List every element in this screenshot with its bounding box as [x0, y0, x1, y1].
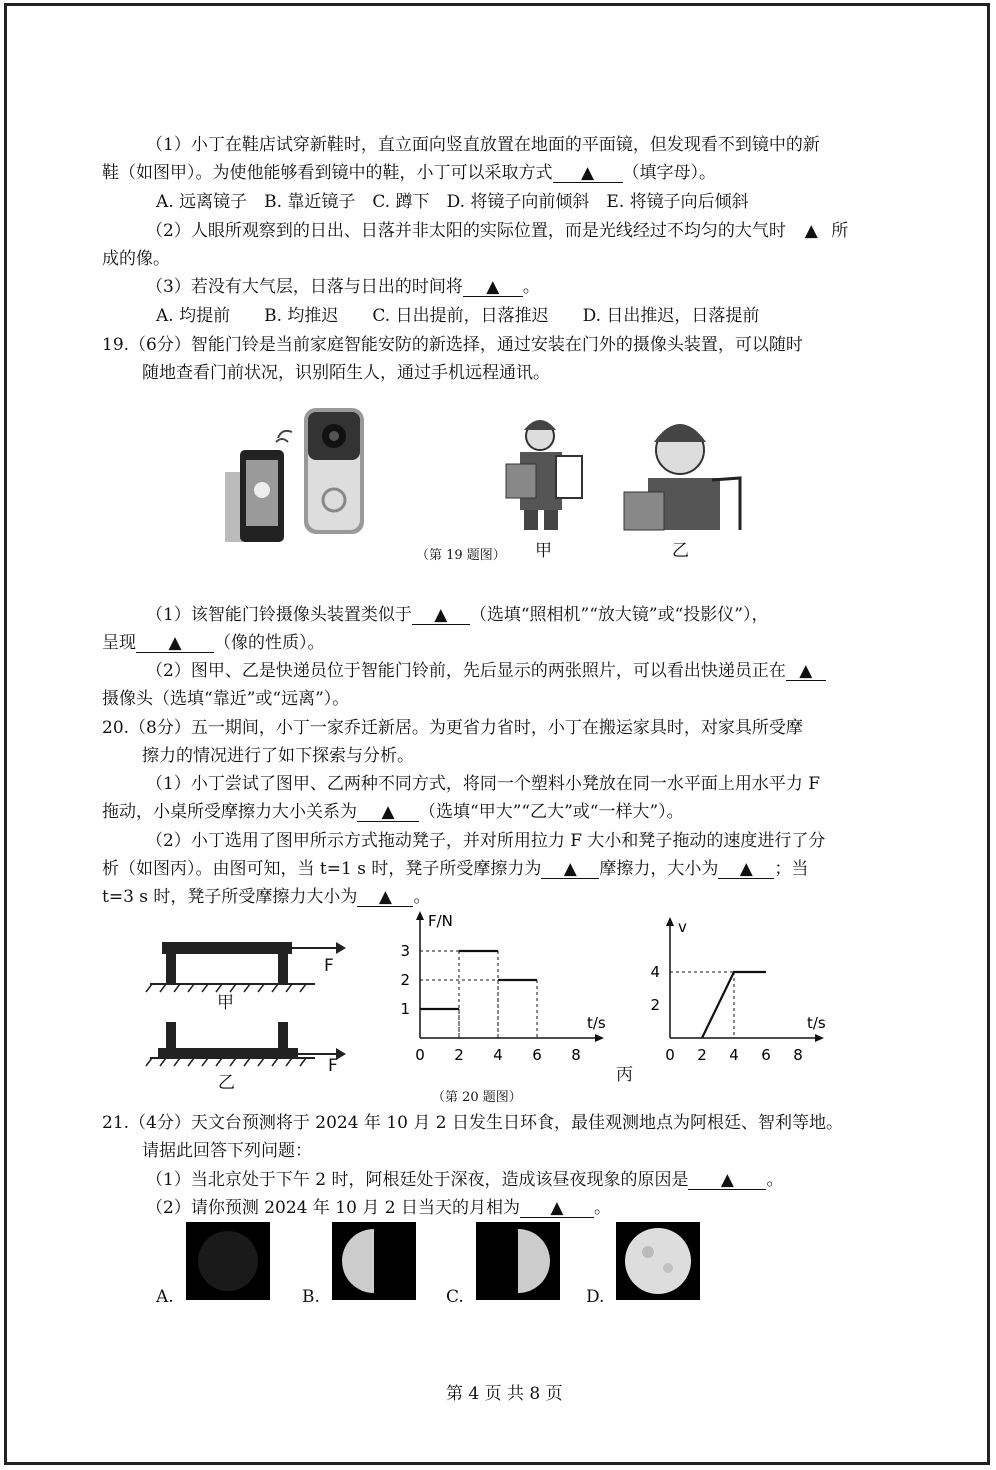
x-tick-label: 4 — [493, 1046, 503, 1064]
moon-option-d-label: D. — [586, 1287, 605, 1307]
x-axis-label: t/s — [807, 1014, 826, 1032]
q20-label-yi: 乙 — [218, 1073, 235, 1093]
answer-blank: ▲ — [520, 1199, 594, 1218]
moon-first-quarter-image — [332, 1222, 416, 1300]
courier-photo-yi — [624, 424, 740, 530]
velocity-time-chart — [650, 916, 860, 1070]
force-time-chart — [390, 910, 620, 1070]
moon-new-image — [186, 1222, 270, 1300]
q20-label-bing: 丙 — [616, 1065, 633, 1085]
q20-figure-caption: （第 20 题图） — [432, 1090, 522, 1105]
answer-blank: ▲ — [463, 278, 523, 297]
x-tick-label: 0 — [665, 1046, 675, 1064]
y-axis-label: v — [678, 918, 687, 936]
q19-stem-line2: 随地查看门前状况，识别陌生人，通过手机远程通讯。 — [142, 363, 550, 383]
y-tick-label: 1 — [400, 1000, 410, 1018]
q19-label-yi: 乙 — [672, 541, 689, 561]
q20-part2-line2: 析（如图丙）。由图可知，当 t=1 s 时，凳子所受摩擦力为 ▲ 摩擦力，大小为 ▲ ；当 — [102, 859, 809, 879]
x-tick-label: 2 — [697, 1046, 707, 1064]
page-footer: 第 4 页 共 8 页 — [446, 1384, 563, 1404]
doorbell-image — [304, 408, 364, 534]
q20-part2-line1: （2）小丁选用了图甲所示方式拖动凳子，并对所用拉力 F 大小和凳子拖动的速度进行了分 — [146, 831, 826, 851]
smartphone-image — [225, 431, 292, 542]
q19-part1-line2: 呈现 ▲ （像的性质）。 — [102, 633, 325, 653]
q21-stem-line2: 请据此回答下列问题： — [142, 1141, 312, 1161]
moon-option-a-label: A. — [156, 1287, 174, 1307]
x-axis-arrow — [815, 1034, 824, 1042]
answer-blank: ▲ — [357, 803, 419, 822]
x-tick-label: 8 — [793, 1046, 803, 1064]
q18-part2-line2: 成的像。 — [102, 249, 170, 269]
force-label-yi: F — [328, 1056, 338, 1076]
force-label-jia: F — [324, 956, 334, 976]
q20-stem-line1: 20.（8分）五一期间，小丁一家乔迁新居。为更省力省时，小丁在搬运家具时，对家具所受摩 — [102, 718, 803, 738]
q18-part3: （3）若没有大气层，日落与日出的时间将 ▲ 。 — [146, 277, 540, 297]
x-axis-arrow — [595, 1034, 604, 1042]
x-tick-label: 4 — [729, 1046, 739, 1064]
q19-label-jia: 甲 — [535, 541, 552, 561]
q19-figure — [220, 402, 760, 542]
y-tick-label: 4 — [650, 963, 660, 981]
y-axis-arrow — [416, 911, 424, 920]
moon-full-image — [616, 1222, 700, 1300]
answer-blank: ▲ — [786, 662, 826, 681]
q18-part1-line1: （1）小丁在鞋店试穿新鞋时，直立面向竖直放置在地面的平面镜，但发现看不到镜中的新 — [146, 135, 820, 155]
q18-options1: A. 远离镜子 B. 靠近镜子 C. 蹲下 D. 将镜子向前倾斜 E. 将镜子向后倾斜 — [156, 192, 749, 212]
answer-blank: ▲ — [804, 221, 818, 241]
y-tick-label: 2 — [400, 971, 410, 989]
courier-photo-jia — [506, 420, 582, 530]
answer-blank: ▲ — [541, 860, 599, 879]
answer-blank: ▲ — [718, 860, 774, 879]
q18-part2-line1: （2）人眼所观察到的日出、日落并非太阳的实际位置，而是光线经过不均匀的大气时 ▲ 所 — [146, 221, 849, 241]
q21-part1: （1）当北京处于下午 2 时，阿根廷处于深夜，造成该昼夜现象的原因是 ▲ 。 — [146, 1170, 784, 1190]
answer-blank: ▲ — [357, 888, 413, 907]
q18-options3: A. 均提前 B. 均推迟 C. 日出提前，日落推迟 D. 日出推迟，日落提前 — [156, 306, 760, 326]
answer-blank: ▲ — [553, 164, 623, 183]
q20-part1-line1: （1）小丁尝试了图甲、乙两种不同方式，将同一个塑料小凳放在同一水平面上用水平力 F — [146, 774, 821, 794]
q19-part2-line1: （2）图甲、乙是快递员位于智能门铃前，先后显示的两张照片，可以看出快递员正在 ▲ — [146, 660, 826, 682]
x-tick-label: 0 — [415, 1046, 425, 1064]
stool-yi — [146, 1022, 346, 1066]
answer-blank: ▲ — [412, 606, 470, 625]
q20-stem-line2: 擦力的情况进行了如下探索与分析。 — [142, 746, 414, 766]
y-tick-label: 2 — [650, 996, 660, 1014]
moon-last-quarter-image — [476, 1222, 560, 1300]
moon-option-b-label: B. — [302, 1287, 320, 1307]
y-tick-label: 3 — [400, 942, 410, 960]
answer-blank: ▲ — [136, 634, 214, 653]
stool-jia — [146, 942, 346, 992]
x-tick-label: 2 — [454, 1046, 464, 1064]
q19-part2-line2: 摄像头（选填“靠近”或“远离”）。 — [102, 689, 350, 709]
moon-option-c-label: C. — [446, 1287, 464, 1307]
q21-part2: （2）请你预测 2024 年 10 月 2 日当天的月相为 ▲ 。 — [146, 1198, 611, 1218]
y-axis-label: F/N — [428, 912, 453, 930]
x-tick-label: 6 — [761, 1046, 771, 1064]
x-tick-label: 6 — [532, 1046, 542, 1064]
q18-part1-line2: 鞋（如图甲）。为使他能够看到镜中的鞋，小丁可以采取方式 ▲ （填字母）。 — [102, 163, 716, 183]
q20-part1-line2: 拖动，小桌所受摩擦力大小关系为 ▲ （选填“甲大”“乙大”或“一样大”）。 — [102, 802, 684, 822]
y-axis-arrow — [666, 917, 674, 926]
q19-figure-caption: （第 19 题图） — [416, 548, 506, 563]
x-tick-label: 8 — [571, 1046, 581, 1064]
x-axis-label: t/s — [587, 1014, 606, 1032]
answer-blank: ▲ — [688, 1171, 766, 1190]
q21-stem-line1: 21.（4分）天文台预测将于 2024 年 10 月 2 日发生日环食，最佳观测地点为阿根廷、智利等地。 — [102, 1113, 843, 1133]
q20-label-jia: 甲 — [217, 993, 234, 1013]
q20-part2-line3: t=3 s 时，凳子所受摩擦力大小为 ▲ 。 — [102, 887, 431, 907]
q19-stem-line1: 19.（6分）智能门铃是当前家庭智能安防的新选择，通过安装在门外的摄像头装置，可以随时 — [102, 335, 803, 355]
q19-part1-line1: （1）该智能门铃摄像头装置类似于 ▲ （选填“照相机”“放大镜”或“投影仪”）， — [146, 605, 769, 625]
